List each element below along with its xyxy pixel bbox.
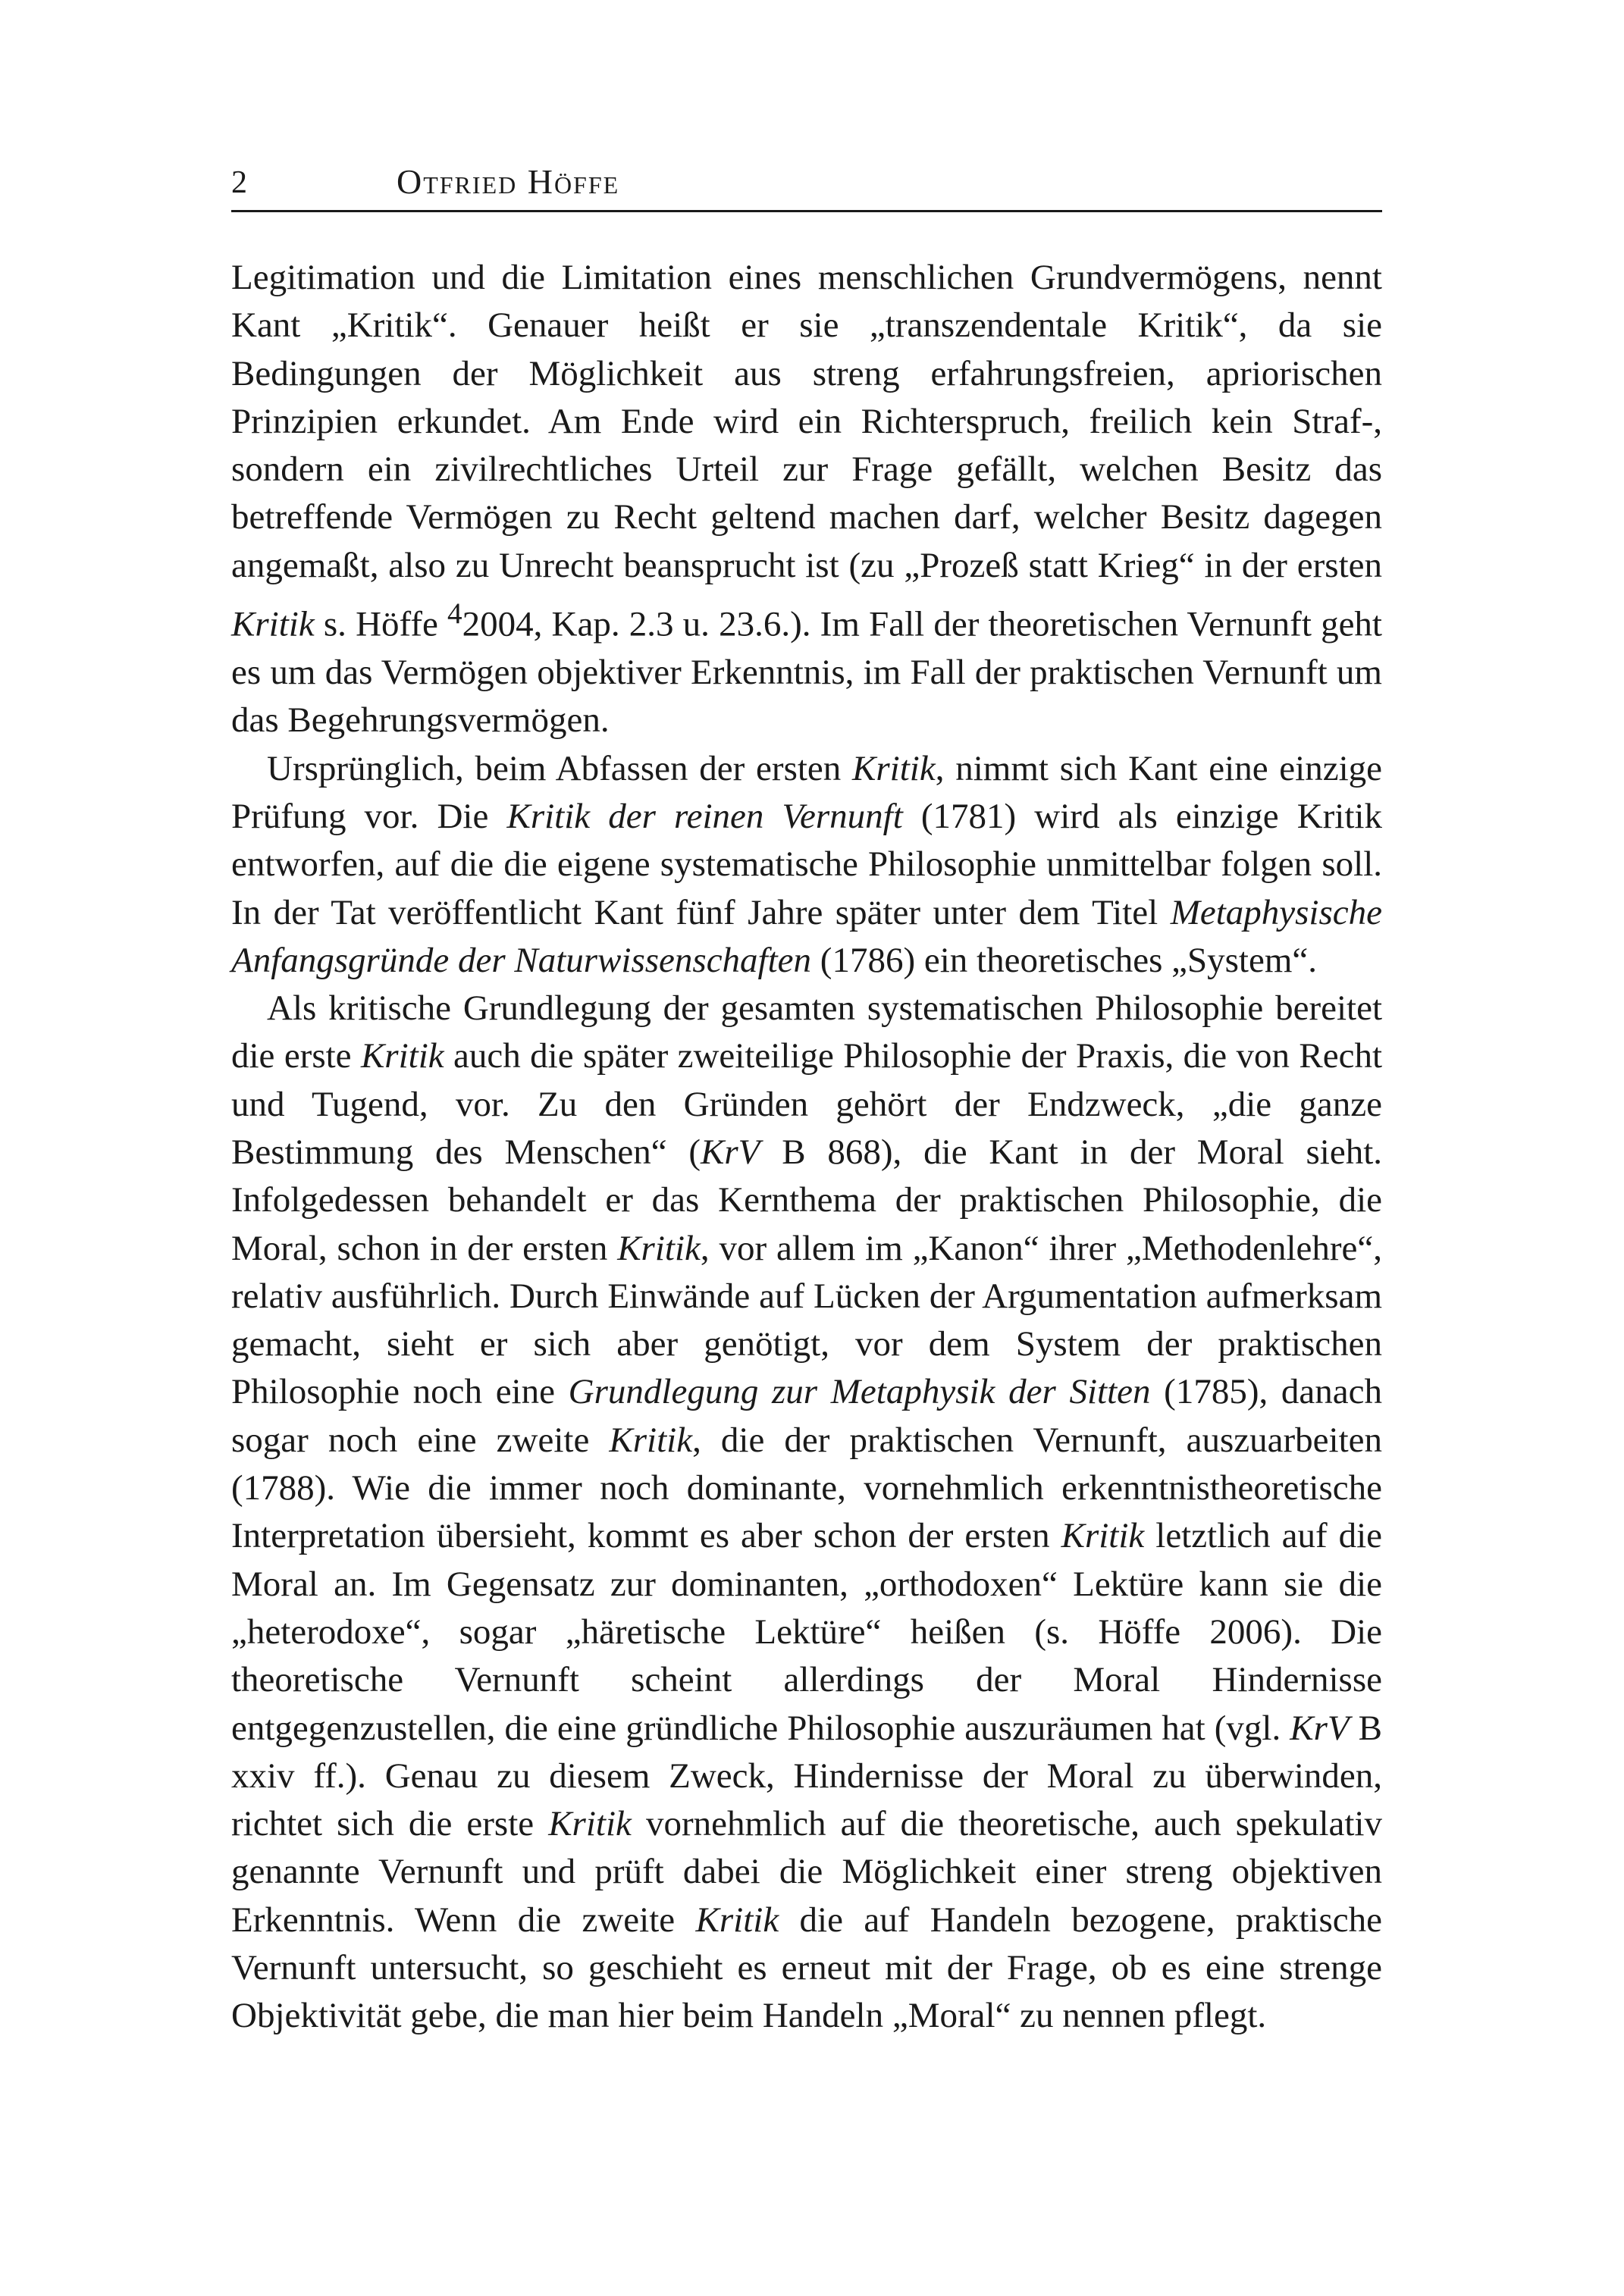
text-run: B xxiv ff.). Genau zu diesem Zweck, Hindernisse der Moral zu überwinden, richtet sich die erste <box>231 1708 1382 1844</box>
text-run: (1786) ein theoretisches „System“. <box>811 940 1317 980</box>
text-run: , vor allem im „Kanon“ ihrer „Methodenlehre“, relativ ausführlich. Durch Einwände auf Lücken der Argumentation aufmerksam gemacht, sieht er sich aber genötigt, vor dem System der praktischen Philosophie noch eine <box>231 1228 1382 1412</box>
italic-title: Kritik <box>231 604 315 644</box>
page-header <box>231 155 1382 212</box>
text-run: auch die später zweiteilige Philosophie der Praxis, die von Recht und Tugend, vor. Zu den Gründen gehört der Endzweck, „die ganze Bestimmung des Menschen“ ( <box>231 1036 1383 1172</box>
text-run: , die der praktischen Vernunft, auszuarbeiten (1788). Wie die immer noch dominante, vornehmlich erkenntnistheoretische Interpretation übersieht, kommt es aber schon der ersten <box>231 1420 1382 1556</box>
italic-title: Metaphysische Anfangsgründe der Naturwissenschaften <box>231 892 1382 980</box>
italic-title: Kritik <box>360 1036 444 1076</box>
text-run: B 868), die Kant in der Moral sieht. Infolgedessen behandelt er das Kernthema der praktischen Philosophie, die Moral, schon in der ersten <box>231 1132 1382 1268</box>
italic-title: Kritik <box>609 1420 693 1460</box>
italic-title: Kritik <box>1061 1516 1145 1556</box>
text-run: Ursprünglich, beim Abfassen der ersten <box>267 748 853 788</box>
text-run: vornehmlich auf die theoretische, auch spekulativ genannte Vernunft und prüft dabei die Möglichkeit einer streng objektiven Erkenntnis. Wenn die zweite <box>231 1804 1382 1940</box>
italic-title: KrV <box>701 1132 760 1172</box>
italic-title: Kritik der reinen Vernunft <box>506 796 903 836</box>
body-text <box>231 254 1382 2041</box>
text-run: s. Höffe <box>314 604 448 644</box>
paragraph-2 <box>231 745 1382 985</box>
paragraph-3 <box>231 985 1382 2041</box>
italic-title: Kritik <box>695 1900 779 1940</box>
text-run: , nimmt sich Kant eine einzige Prüfung vor. Die <box>231 748 1382 836</box>
text-run: Legitimation und die Limitation eines menschlichen Grundvermögens, nennt Kant „Kritik“. Genauer heißt er sie „transzendentale Kritik“, da sie Bedingungen der Möglichkeit aus streng erfahrungsfreien, apriorischen Prinzipien erkundet. Am Ende wird ein Richterspruch, freilich kein Straf-, sondern ein zivilrechtliches Urteil zur Frage gefällt, welchen Besitz das betreffende Vermögen zu Recht geltend machen darf, welcher Besitz dagegen angemaßt, also zu Unrecht beansprucht ist (zu „Prozeß statt Krieg“ in der ersten <box>231 258 1382 585</box>
italic-title: Kritik <box>617 1228 701 1268</box>
text-run: (1781) wird als einzige Kritik entworfen, auf die die eigene systematische Philosophie unmittelbar folgen soll. In der Tat veröffentlicht Kant fünf Jahre später unter dem Titel <box>231 796 1382 932</box>
text-run: letztlich auf die Moral an. Im Gegensatz zur dominanten, „orthodoxen“ Lektüre kann sie die „heterodoxe“, sogar „häretische Lektüre“ heißen (s. Höffe 2006). Die theoretische Vernunft scheint allerdings der Moral Hindernisse entgegenzustellen, die eine gründliche Philosophie auszuräumen hat (vgl. <box>231 1516 1382 1748</box>
italic-title: KrV <box>1290 1708 1350 1748</box>
text-run: die auf Handeln bezogene, praktische Vernunft untersucht, so geschieht es erneut mit der Frage, ob es eine strenge Objektivität gebe, die man hier beim Handeln „Moral“ zu nennen pflegt. <box>231 1900 1382 2036</box>
edition-superscript: 4 <box>447 597 462 631</box>
italic-title: Kritik <box>852 748 936 788</box>
italic-title: Grundlegung zur Metaphysik der Sitten <box>568 1372 1151 1412</box>
text-run: 2004, Kap. 2.3 u. 23.6.). Im Fall der theoretischen Vernunft geht es um das Vermögen objektiver Erkenntnis, im Fall der praktischen Vernunft um das Begehrungsvermögen. <box>231 604 1382 741</box>
text-run: Als kritische Grundlegung der gesamten systematischen Philosophie bereitet die erste <box>231 988 1382 1076</box>
italic-title: Kritik <box>548 1804 632 1844</box>
text-run: (1785), danach sogar noch eine zweite <box>231 1372 1382 1460</box>
page-number: 2 <box>231 165 247 200</box>
paragraph-1 <box>231 254 1382 745</box>
running-head-author: Otfried Höffe <box>397 162 620 201</box>
